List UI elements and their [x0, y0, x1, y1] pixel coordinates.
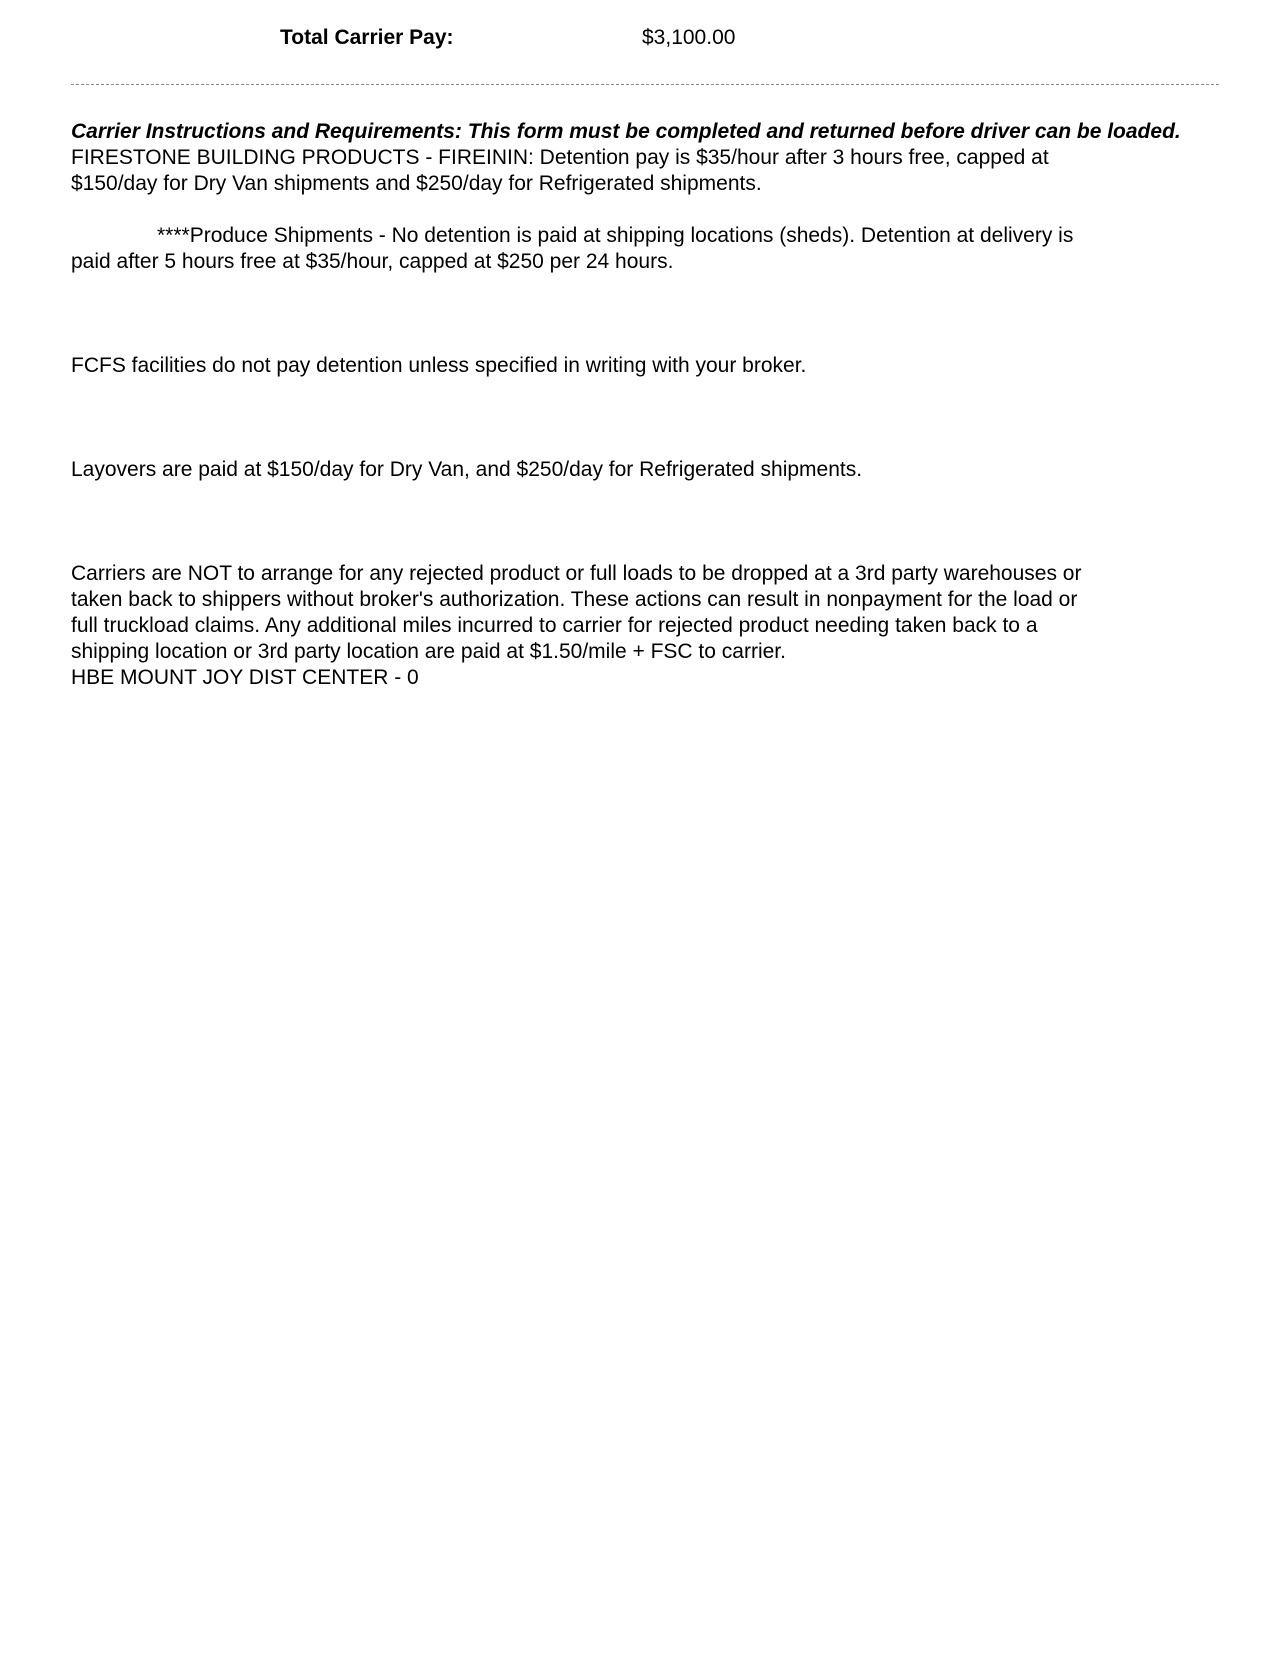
- produce-shipments-text: ****Produce Shipments - No detention is paid at shipping locations (sheds). Detention at delivery is paid after 5 hours free at $35/hour, capped at $250 per 24 hours.: [71, 224, 1074, 273]
- total-carrier-pay-label: Total Carrier Pay:: [280, 26, 454, 49]
- carrier-instructions: [71, 119, 1231, 691]
- location-note-text: HBE MOUNT JOY DIST CENTER - 0: [71, 666, 419, 689]
- instructions-heading: Carrier Instructions and Requirements: This form must be completed and returned before driver can be loaded.: [71, 120, 1181, 143]
- fcfs-facilities-text: FCFS facilities do not pay detention unless specified in writing with your broker.: [71, 354, 807, 377]
- section-divider: [71, 84, 1219, 85]
- total-carrier-pay-value: $3,100.00: [642, 26, 736, 49]
- rejected-product-text: Carriers are NOT to arrange for any rejected product or full loads to be dropped at a 3rd party warehouses or taken back to shippers without broker's authorization. These actions can result in nonpayment for the load or full truckload claims. Any additional miles incurred to carrier for rejected product needing taken back to a shipping location or 3rd party location are paid at $1.50/mile + FSC to carrier.: [71, 562, 1082, 663]
- total-carrier-pay-row: [0, 26, 1283, 54]
- firestone-detention-text: FIRESTONE BUILDING PRODUCTS - FIREININ: Detention pay is $35/hour after 3 hours free, capped at $150/day for Dry Van shipments and $250/day for Refrigerated shipments.: [71, 146, 1049, 195]
- layovers-text: Layovers are paid at $150/day for Dry Van, and $250/day for Refrigerated shipments.: [71, 458, 863, 481]
